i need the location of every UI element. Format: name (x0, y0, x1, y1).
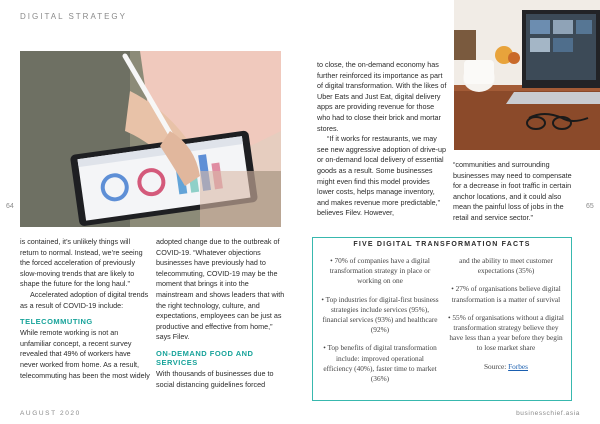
section-label: DIGITAL STRATEGY (20, 12, 127, 21)
footer-date: AUGUST 2020 (20, 410, 81, 417)
fact-item: and the ability to meet customer expectations (35%) (459, 256, 553, 276)
fact-box-right-column (447, 256, 565, 380)
column-lower-middle (156, 237, 286, 390)
column-upper-center (317, 60, 447, 219)
fact-item: • 55% of organisations without a digital transformation strategy believe they have less than a year before they begin to lose market share (448, 312, 564, 353)
subheading-on-demand: ON-DEMAND FOOD AND SERVICES (156, 348, 254, 367)
fact-box-title: FIVE DIGITAL TRANSFORMATION FACTS (313, 233, 571, 251)
photo-laptop-desk (454, 0, 600, 150)
body-paragraph: “communities and surrounding businesses may need to compensate for a decrease in foot traffic in certain anchor locations, and it could also mean the painful loss of jobs in the retail and service sector.” (453, 160, 572, 222)
page-number-left: 64 (6, 203, 14, 210)
fact-item: • Top benefits of digital transformation include: improved operational efficiency (40%), faster time to market (36%) (323, 343, 437, 384)
subheading-telecommuting: TELECOMMUTING (20, 317, 93, 327)
body-paragraph: With thousands of businesses due to social distancing guidelines forced (156, 368, 274, 389)
page-number-right: 65 (586, 203, 594, 210)
fact-box-left-column (321, 256, 439, 392)
footer-site[interactable]: businesschief.asia (516, 410, 580, 417)
body-paragraph: adopted change due to the outbreak of COVID-19. “Whatever objections businesses have previously had to telecommuting, COVID-19 may be the moment that brings it into the mainstream and shows leaders that with the right technology, culture, and expectations, employees can be just as productive and effective from home,” says Filev. (156, 237, 285, 342)
body-paragraph: to close, the on-demand economy has further reinforced its importance as part of digital transformation. With the likes of Uber Eats and Just Eat, digital delivery apps are providing revenue for those who had to close their brick and mortar stores. (317, 60, 447, 133)
body-paragraph: is contained, it’s unlikely things will return to normal. Instead, we’re seeing the forced acceleration of previously slow-moving trends that are likely to shape the future for the long haul.” (20, 237, 143, 289)
source-link[interactable]: Forbes (508, 361, 528, 371)
column-upper-right (453, 160, 578, 224)
fact-item: • 70% of companies have a digital transformation strategy in place or working on one (329, 256, 431, 286)
body-paragraph: Accelerated adoption of digital trends as a result of COVID-19 include: (20, 289, 149, 310)
source-label: Source: (484, 361, 507, 371)
fact-box (312, 237, 572, 401)
fact-item: • 27% of organisations believe digital transformation is a matter of survival (451, 284, 561, 304)
body-paragraph: “If it works for restaurants, we may see new aggressive adoption of drive-up or on-demand local delivery of essential goods as a result. Some businesses might even find this model provides lower costs, helps manage inventory, and makes revenue more predictable,” believes Filev. However, (317, 134, 447, 218)
fact-source (447, 362, 565, 372)
body-paragraph: While remote working is not an unfamiliar concept, a recent survey revealed that 49% of workers have never worked from home. As a result, telecommuting has been the most widely (20, 328, 150, 380)
column-lower-left (20, 237, 150, 381)
photo-tablet-stylus (20, 51, 281, 227)
fact-item: • Top industries for digital-first business strategies include services (95%), financial services (93%) and healthcare (92%) (321, 294, 439, 335)
